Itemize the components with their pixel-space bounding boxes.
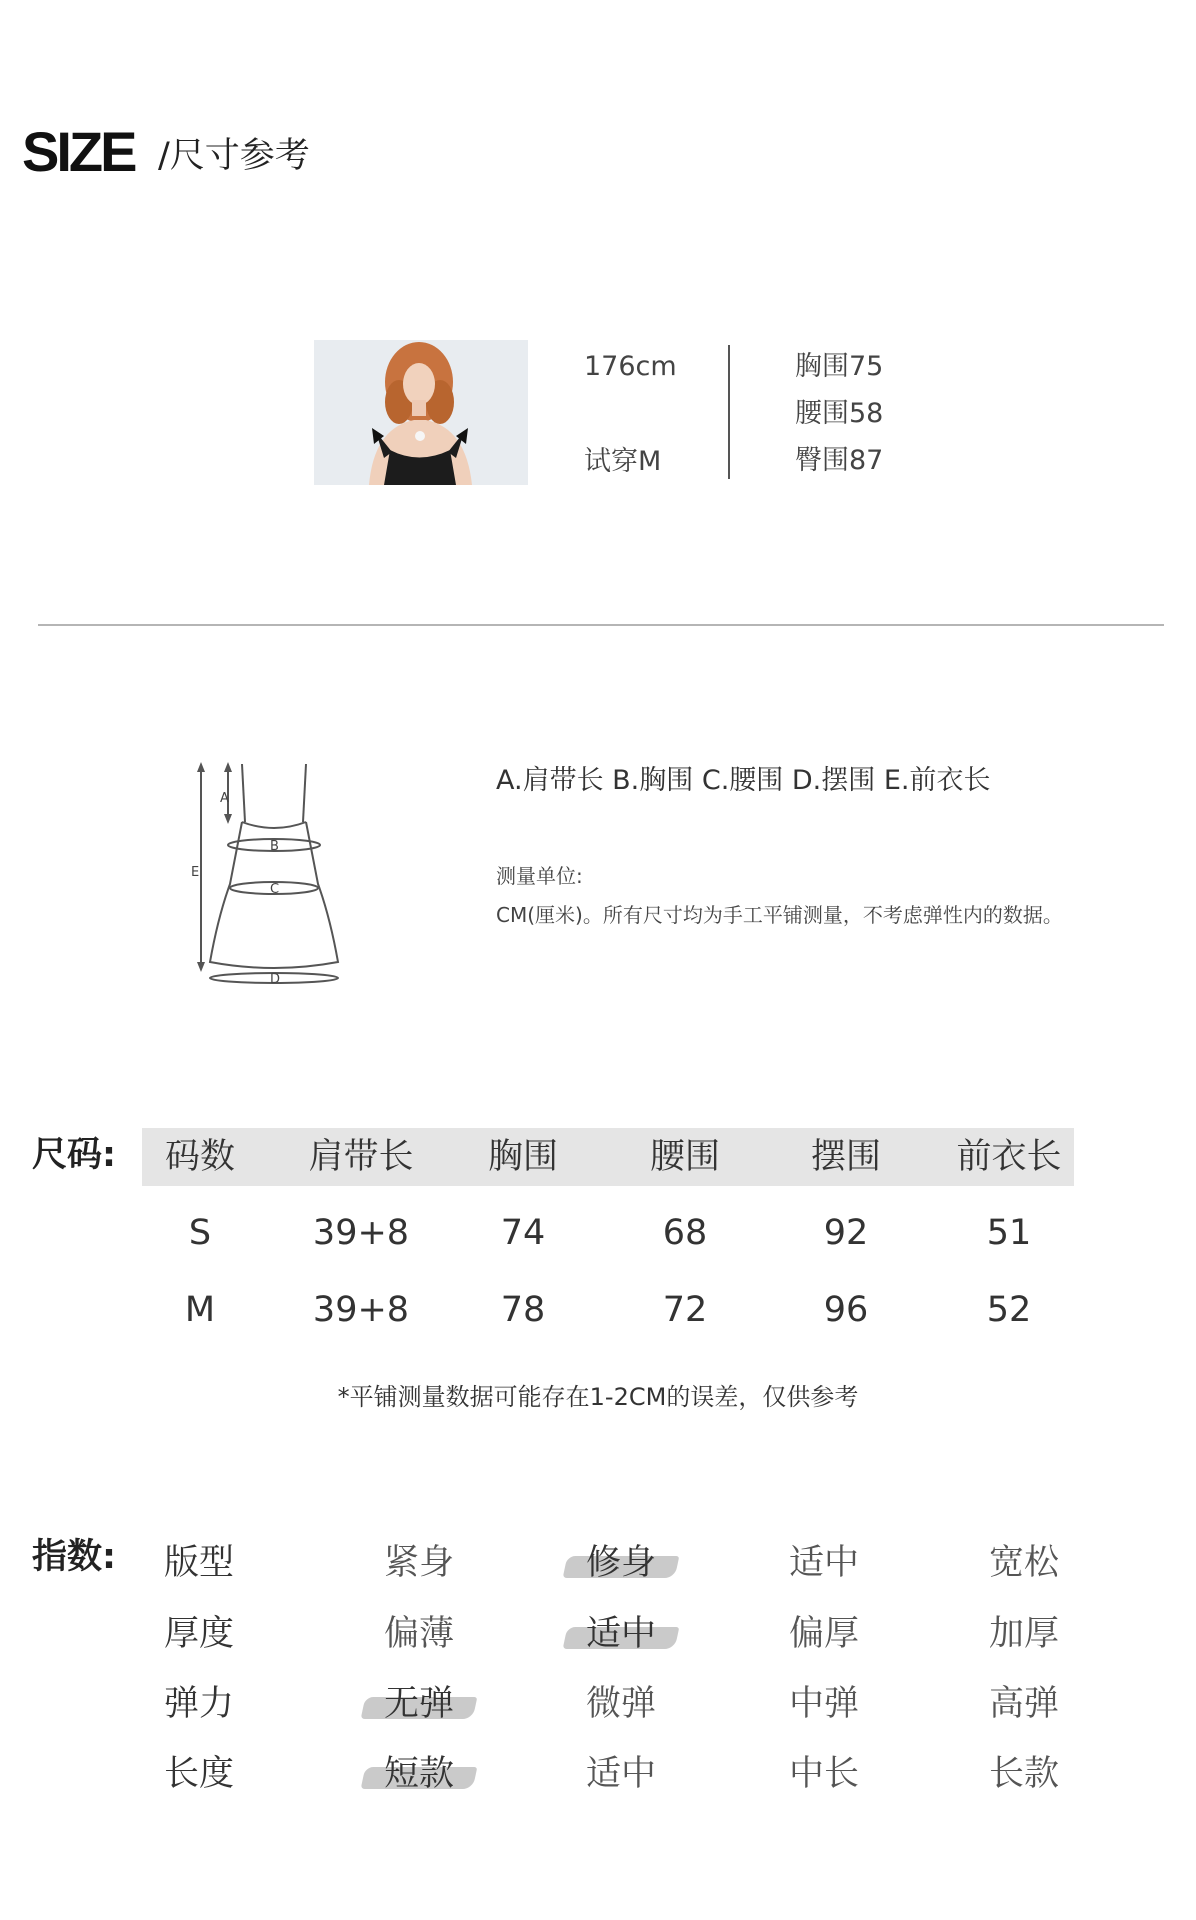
index-option: 偏薄 (383, 1614, 454, 1654)
model-height: 176cm (584, 351, 677, 382)
index-option-selected: 适中 (551, 1617, 691, 1652)
index-option-selected: 修身 (551, 1546, 691, 1581)
page-title: SIZE (22, 120, 135, 183)
index-category: 厚度 (164, 1614, 235, 1654)
model-chest: 胸围75 (795, 351, 884, 382)
index-option: 中长 (788, 1754, 859, 1794)
diagram-label-b: B (270, 839, 279, 854)
index-option: 紧身 (383, 1543, 454, 1583)
diagram-label-d: D (270, 972, 281, 987)
size-table-cell: 78 (500, 1290, 546, 1330)
size-table-cell: 74 (500, 1213, 546, 1253)
size-table-label: 尺码: (32, 1135, 116, 1175)
size-table-footnote: *平铺测量数据可能存在1-2CM的误差，仅供参考 (337, 1383, 859, 1411)
page-subtitle: /尺寸参考 (158, 136, 310, 176)
size-table-cell: 92 (823, 1213, 869, 1253)
index-option: 偏厚 (788, 1614, 859, 1654)
dress-outline-icon (190, 752, 350, 987)
index-option: 长款 (988, 1754, 1059, 1794)
model-info-divider (728, 345, 730, 479)
index-category: 版型 (164, 1543, 235, 1583)
size-table-cell: 39+8 (312, 1290, 410, 1330)
measurement-unit-description: CM(厘米)。所有尺寸均为手工平铺测量，不考虑弹性内的数据。 (496, 903, 1063, 927)
model-photo (314, 340, 528, 485)
size-table-cell: 52 (986, 1290, 1032, 1330)
index-label: 指数: (32, 1537, 116, 1577)
garment-measurement-diagram (190, 752, 350, 987)
model-hip: 臀围87 (795, 445, 884, 476)
size-table-cell: S (188, 1213, 212, 1253)
model-photo-illustration (314, 340, 528, 485)
index-option: 微弹 (585, 1684, 656, 1724)
size-table-cell: 68 (662, 1213, 708, 1253)
diagram-label-c: C (270, 882, 280, 897)
index-option: 适中 (585, 1754, 656, 1794)
diagram-label-a: A (220, 791, 229, 806)
size-table-cell: 51 (986, 1213, 1032, 1253)
size-table-cell: 72 (662, 1290, 708, 1330)
index-option-selected: 短款 (349, 1757, 489, 1792)
index-option: 中弹 (788, 1684, 859, 1724)
size-table-cell: M (184, 1290, 216, 1330)
model-waist: 腰围58 (795, 398, 884, 429)
index-category: 弹力 (164, 1684, 235, 1724)
size-table-header: 前衣长 (956, 1137, 1062, 1177)
size-table-cell: 39+8 (312, 1213, 410, 1253)
measurement-legend: A.肩带长 B.胸围 C.腰围 D.摆围 E.前衣长 (496, 765, 991, 796)
size-table-header: 摆围 (810, 1137, 881, 1177)
index-category: 长度 (164, 1754, 235, 1794)
size-table-header: 胸围 (487, 1137, 558, 1177)
section-divider (38, 624, 1164, 626)
model-trial-size: 试穿M (584, 446, 662, 477)
index-option: 适中 (788, 1543, 859, 1583)
size-table-header: 肩带长 (308, 1137, 414, 1177)
index-option-selected: 无弹 (349, 1687, 489, 1722)
index-option: 高弹 (988, 1684, 1059, 1724)
measurement-unit-title: 测量单位: (496, 864, 583, 888)
size-table-header: 腰围 (649, 1137, 720, 1177)
size-table-cell: 96 (823, 1290, 869, 1330)
diagram-label-e: E (191, 865, 200, 880)
size-table-header: 码数 (164, 1137, 235, 1177)
index-option: 加厚 (988, 1614, 1059, 1654)
index-option: 宽松 (988, 1543, 1059, 1583)
